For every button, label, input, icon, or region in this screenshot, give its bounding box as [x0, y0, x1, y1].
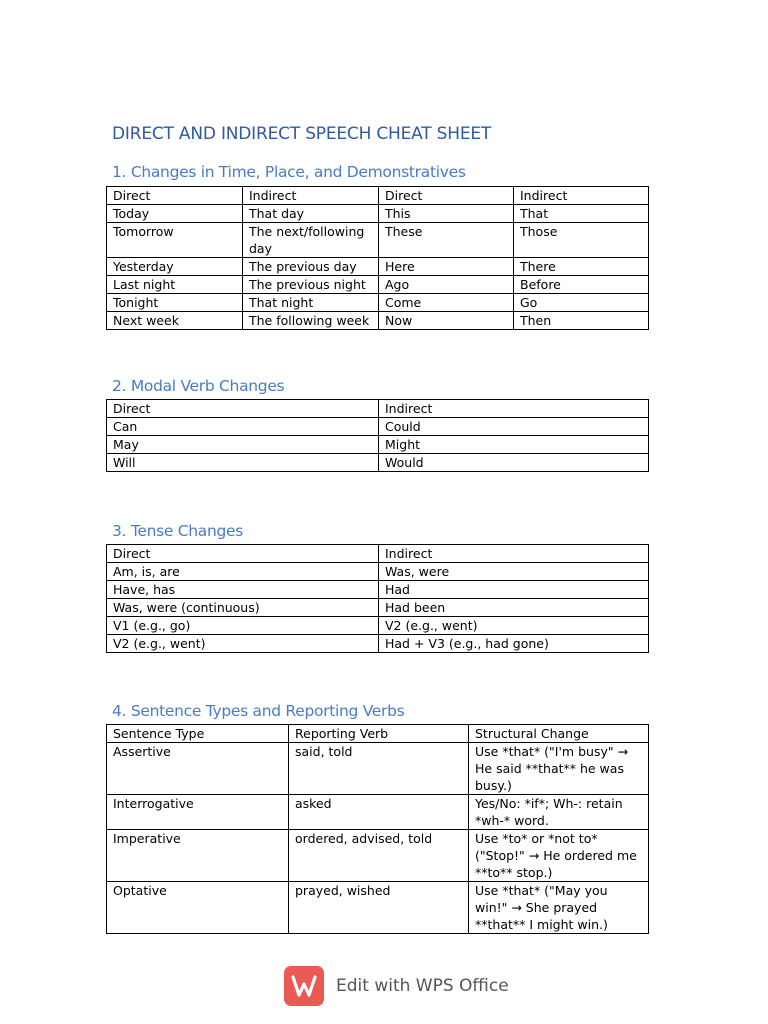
- table-cell: V1 (e.g., go): [107, 617, 379, 635]
- table-cell: Was, were (continuous): [107, 599, 379, 617]
- table-row: [107, 276, 649, 294]
- table-cell: These: [379, 223, 514, 258]
- table-row: [107, 258, 649, 276]
- table-cell: Was, were: [379, 563, 649, 581]
- table-cell: This: [379, 205, 514, 223]
- table-row: [107, 205, 649, 223]
- table-header-cell: Indirect: [379, 400, 649, 418]
- table-header-cell: Sentence Type: [107, 725, 289, 743]
- section-heading-sentence-types: 4. Sentence Types and Reporting Verbs: [112, 702, 405, 720]
- table-row: [107, 563, 649, 581]
- table-cell: Assertive: [107, 743, 289, 795]
- table-cell: asked: [289, 795, 469, 830]
- table-row: [107, 725, 649, 743]
- table-cell: Can: [107, 418, 379, 436]
- document-title: DIRECT AND INDIRECT SPEECH CHEAT SHEET: [112, 124, 492, 144]
- table-cell: The previous day: [243, 258, 379, 276]
- table-cell: Am, is, are: [107, 563, 379, 581]
- table-row: [107, 294, 649, 312]
- table-cell: Next week: [107, 312, 243, 330]
- table-header-cell: Indirect: [379, 545, 649, 563]
- modal-verbs-table: [106, 399, 649, 472]
- table-row: [107, 312, 649, 330]
- tense-changes-table: [106, 544, 649, 653]
- table-header-cell: Reporting Verb: [289, 725, 469, 743]
- table-cell: Before: [514, 276, 649, 294]
- table-cell: Will: [107, 454, 379, 472]
- table-cell: Those: [514, 223, 649, 258]
- table-cell: There: [514, 258, 649, 276]
- table-cell: Yes/No: *if*; Wh-: retain *wh-* word.: [469, 795, 649, 830]
- section-heading-time-place: 1. Changes in Time, Place, and Demonstratives: [112, 163, 466, 181]
- table-cell: prayed, wished: [289, 882, 469, 934]
- table-row: [107, 436, 649, 454]
- table-cell: Last night: [107, 276, 243, 294]
- table-row: [107, 454, 649, 472]
- table-row: [107, 545, 649, 563]
- table-row: [107, 795, 649, 830]
- table-cell: The previous night: [243, 276, 379, 294]
- table-header-cell: Direct: [107, 545, 379, 563]
- table-cell: Had been: [379, 599, 649, 617]
- table-cell: That: [514, 205, 649, 223]
- wps-edit-label: Edit with WPS Office: [336, 976, 509, 996]
- table-cell: Would: [379, 454, 649, 472]
- table-cell: Optative: [107, 882, 289, 934]
- wps-logo-icon: [284, 966, 324, 1006]
- table-cell: Use *to* or *not to* ("Stop!" → He ordered me **to** stop.): [469, 830, 649, 882]
- table-cell: May: [107, 436, 379, 454]
- table-row: [107, 882, 649, 934]
- table-cell: Then: [514, 312, 649, 330]
- table-cell: Might: [379, 436, 649, 454]
- table-header-cell: Structural Change: [469, 725, 649, 743]
- table-cell: Have, has: [107, 581, 379, 599]
- table-header-cell: Indirect: [514, 187, 649, 205]
- table-cell: Today: [107, 205, 243, 223]
- table-row: [107, 187, 649, 205]
- table-row: [107, 617, 649, 635]
- section-heading-tense-changes: 3. Tense Changes: [112, 522, 244, 540]
- table-row: [107, 223, 649, 258]
- table-cell: The next/following day: [243, 223, 379, 258]
- table-header-cell: Direct: [107, 400, 379, 418]
- section-heading-modal-verbs: 2. Modal Verb Changes: [112, 377, 285, 395]
- table-cell: Ago: [379, 276, 514, 294]
- table-cell: Had + V3 (e.g., had gone): [379, 635, 649, 653]
- table-row: [107, 635, 649, 653]
- table-cell: Imperative: [107, 830, 289, 882]
- table-cell: Could: [379, 418, 649, 436]
- table-header-cell: Direct: [379, 187, 514, 205]
- table-header-cell: Direct: [107, 187, 243, 205]
- table-cell: Here: [379, 258, 514, 276]
- table-cell: The following week: [243, 312, 379, 330]
- table-cell: Go: [514, 294, 649, 312]
- table-cell: Yesterday: [107, 258, 243, 276]
- table-cell: said, told: [289, 743, 469, 795]
- table-row: [107, 743, 649, 795]
- table-row: [107, 599, 649, 617]
- table-cell: Use *that* ("I'm busy" → He said **that** he was busy.): [469, 743, 649, 795]
- table-row: [107, 830, 649, 882]
- table-cell: Had: [379, 581, 649, 599]
- table-row: [107, 418, 649, 436]
- table-row: [107, 400, 649, 418]
- sentence-types-table: [106, 724, 649, 934]
- table-cell: V2 (e.g., went): [107, 635, 379, 653]
- time-place-table: [106, 186, 649, 330]
- edit-with-wps-button[interactable]: [284, 964, 509, 1008]
- table-row: [107, 581, 649, 599]
- table-cell: Interrogative: [107, 795, 289, 830]
- table-cell: Tomorrow: [107, 223, 243, 258]
- table-cell: Now: [379, 312, 514, 330]
- table-cell: Use *that* ("May you win!" → She prayed **that** I might win.): [469, 882, 649, 934]
- table-cell: That night: [243, 294, 379, 312]
- table-cell: That day: [243, 205, 379, 223]
- table-header-cell: Indirect: [243, 187, 379, 205]
- table-cell: V2 (e.g., went): [379, 617, 649, 635]
- table-cell: Tonight: [107, 294, 243, 312]
- table-cell: ordered, advised, told: [289, 830, 469, 882]
- table-cell: Come: [379, 294, 514, 312]
